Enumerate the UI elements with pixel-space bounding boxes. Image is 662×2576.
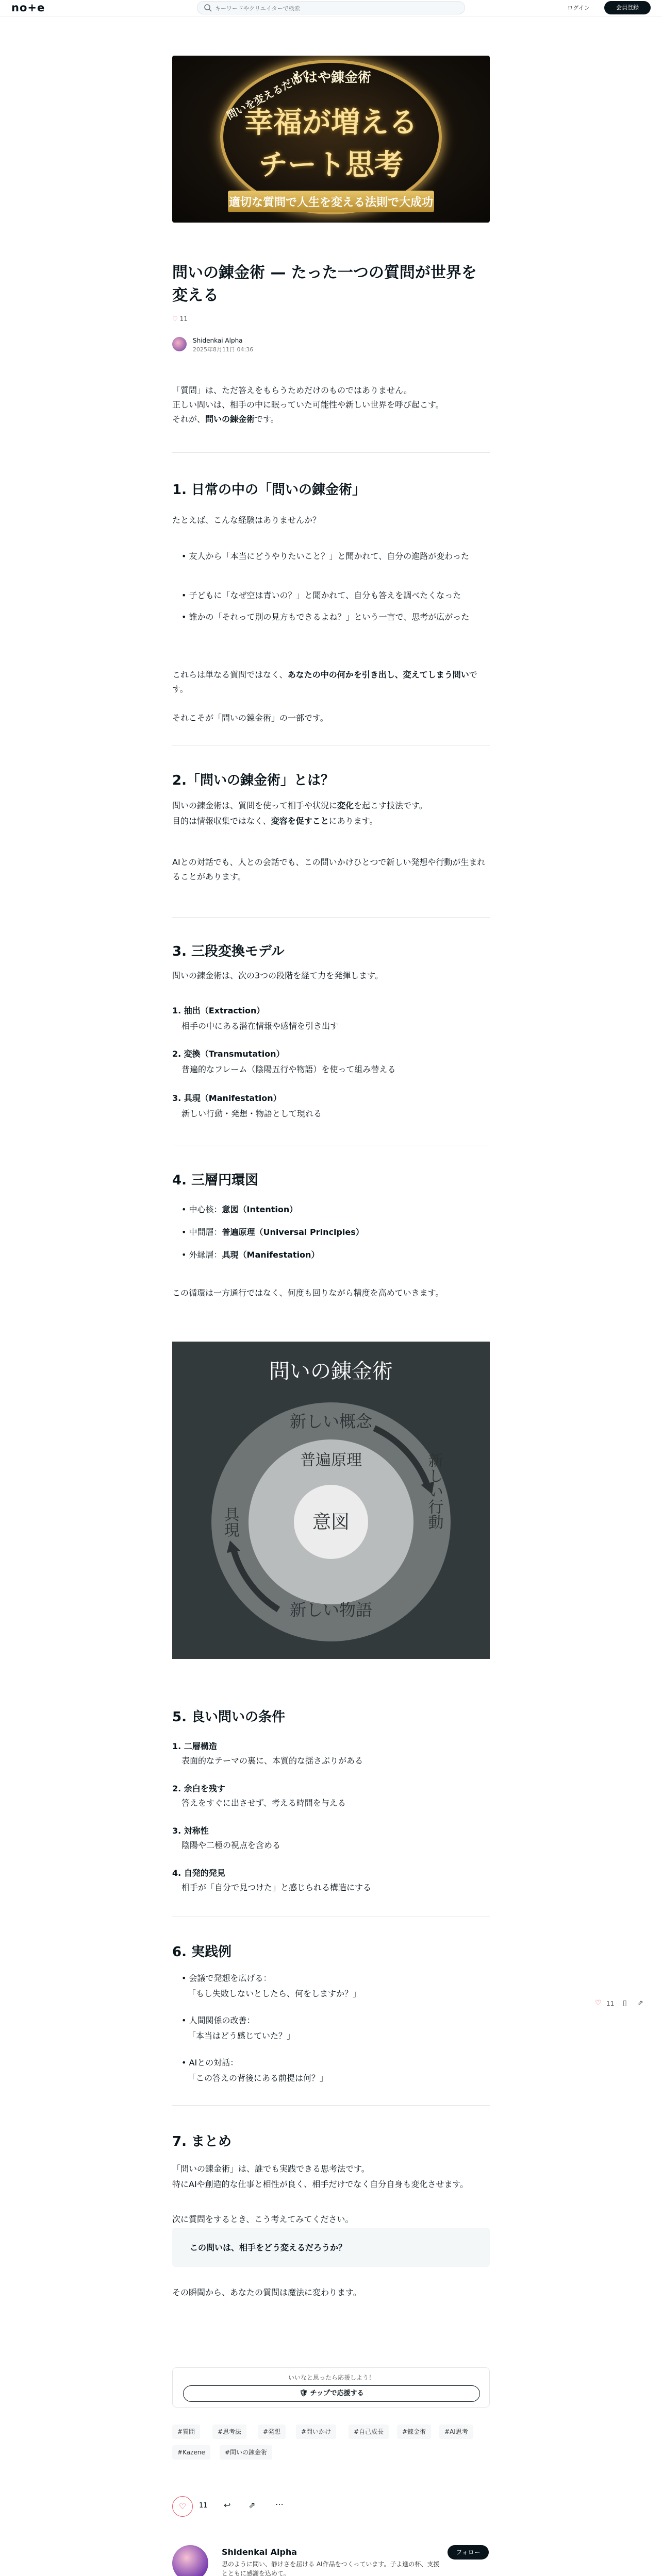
summary-line-2: 特にAIや創造的な仕事と相性が良く、相手だけでなく自分自身も変化させます。 — [172, 2179, 469, 2189]
section-2-para-2: 目的は情報収集ではなく、変容を促すことにあります。 — [172, 816, 378, 826]
three-layer-diagram — [172, 1342, 490, 1659]
diagram-circles — [172, 1342, 490, 1659]
label-middle: 普遍原理 — [300, 1451, 362, 1469]
tip-button[interactable]: 🛡 チップで応援する — [183, 2385, 480, 2402]
top-bar — [0, 0, 662, 16]
section-2-para-3: AIとの対話でも、人との会話でも、この問いかけひとつで新しい発想や行動が生まれることがあります。 — [172, 857, 486, 882]
label-outer-top: 新しい概念 — [289, 1412, 373, 1431]
list-item: • 人間関係の改善： — [181, 2015, 255, 2025]
divider — [172, 452, 490, 453]
creator-card — [172, 2545, 490, 2576]
label-center: 意図 — [312, 1512, 350, 1533]
hashtag[interactable]: #発想 — [258, 2425, 286, 2439]
support-box — [172, 2367, 490, 2408]
action-bar — [172, 2496, 490, 2517]
side-like-count: 11 — [606, 2000, 615, 2007]
search-input[interactable] — [215, 3, 457, 13]
share-icon[interactable]: ⇗ — [249, 2500, 256, 2510]
note-logo[interactable]: no+e — [11, 2, 45, 14]
section-7-heading: 7. まとめ — [172, 2134, 232, 2149]
creator-name[interactable]: Shidenkai Alpha — [222, 2547, 297, 2557]
condition-4-body: 相手が「自分で見つけた」と感じられる構造にする — [181, 1883, 372, 1892]
floating-actions — [595, 1999, 657, 2011]
publish-date: 2025年8月11日 04:36 — [193, 346, 254, 353]
step-1-head: 1. 抽出（Extraction） — [172, 1006, 265, 1015]
section-2-heading: 2.「問いの錬金術」とは？ — [172, 773, 334, 788]
signup-button[interactable]: 会員登録 — [604, 1, 651, 14]
reply-icon[interactable]: ↩ — [224, 2500, 231, 2510]
condition-3-head: 3. 対称性 — [172, 1826, 209, 1836]
summary-line-3: 次に質問をするとき、こう考えてみてください。 — [172, 2214, 354, 2224]
hashtag[interactable]: #質問 — [172, 2425, 200, 2439]
section-3-heading: 3. 三段変換モデル — [172, 944, 285, 959]
bookmark-icon[interactable]: ▯ — [623, 1999, 627, 2007]
condition-1-head: 1. 二層構造 — [172, 1741, 217, 1751]
step-3-body: 新しい行動・発想・物語として現れる — [181, 1109, 322, 1118]
creator-avatar[interactable] — [172, 2545, 208, 2576]
label-outer-left: 具現 — [221, 1506, 239, 1537]
list-item: • 中心核：意図（Intention） — [181, 1205, 298, 1214]
list-item: • 誰かの「それって別の見方もできるよね？」という一言で、思考が広がった — [181, 612, 470, 622]
condition-1-body: 表面的なテーマの裏に、本質的な揺さぶりがある — [181, 1756, 363, 1766]
example-2-body: 「本当はどう感じていた？」 — [188, 2031, 295, 2041]
article-title: 問いの錬金術 — たった一つの質問が世界を変える — [172, 264, 477, 304]
section-1-lead: たとえば、こんな経験はありませんか？ — [172, 515, 321, 525]
search-icon — [204, 4, 212, 12]
hashtag[interactable]: #Kazene — [172, 2445, 210, 2460]
list-item: • 友人から「本当にどうやりたいこと？」と聞かれて、自分の進路が変わった — [181, 551, 470, 561]
step-3-head: 3. 具現（Manifestation） — [172, 1093, 282, 1103]
label-outer-bottom: 新しい物語 — [289, 1600, 373, 1620]
condition-2-head: 2. 余白を残す — [172, 1784, 225, 1793]
heart-icon: ♡ — [172, 315, 178, 323]
creator-bio: 思のように問い、静けさを届ける AI作品をつくっています。子よ進の杯、支援とともに感謝を込めて。 — [222, 2561, 440, 2576]
hashtag[interactable]: #自己成長 — [349, 2425, 389, 2439]
support-question: いいなと思ったら応援しよう！ — [288, 2374, 375, 2381]
intro-line-2: 正しい問いは、相手の中に眠っていた可能性や新しい世界を呼び起こす。 — [172, 400, 444, 410]
list-item: • 子どもに「なぜ空は青いの？」と聞かれて、自分も答えを調べたくなった — [181, 590, 461, 600]
section-1-para-1: これらは単なる質問ではなく、あなたの中の何かを引き出し、変えてしまう問いです。 — [172, 670, 477, 694]
divider — [172, 2105, 490, 2106]
divider — [172, 917, 490, 918]
likes-count: 11 — [179, 315, 188, 323]
heart-icon: ♡ — [178, 2501, 187, 2511]
tip-icon: 🛡 — [299, 2389, 308, 2397]
author-name[interactable]: Shidenkai Alpha — [193, 337, 243, 344]
like-count: 11 — [199, 2502, 208, 2510]
hero-image — [172, 56, 490, 223]
share-icon[interactable]: ⇗ — [637, 1999, 643, 2007]
example-3-body: 「この答えの背後にある前提は何？」 — [188, 2073, 328, 2083]
section-4-para: この循環は一方通行ではなく、何度も回りながら精度を高めていきます。 — [172, 1288, 444, 1298]
intro-line-1: 「質問」は、ただ答えをもらうためだけのものではありません。 — [172, 385, 412, 395]
section-5-heading: 5. 良い問いの条件 — [172, 1709, 286, 1725]
condition-3-body: 陰陽や二極の視点を含める — [181, 1840, 281, 1850]
avatar[interactable] — [172, 337, 187, 351]
condition-2-body: 答えをすぐに出させず、考える時間を与える — [181, 1798, 346, 1808]
list-item: • 外縁層：具現（Manifestation） — [181, 1250, 320, 1260]
hashtag[interactable]: #問いかけ — [296, 2425, 336, 2439]
step-1-body: 相手の中にある潜在情報や感情を引き出す — [181, 1021, 339, 1031]
section-2-para-1: 問いの錬金術は、質問を使って相手や状況に変化を起こす技法です。 — [172, 801, 427, 810]
example-1-body: 「もし失敗しないとしたら、何をしますか？」 — [188, 1989, 361, 1998]
section-3-lead: 問いの錬金術は、次の3つの段階を経て力を発揮します。 — [172, 971, 383, 980]
intro-line-3: それが、問いの錬金術です。 — [172, 414, 279, 424]
hero-arc-text: 問いを変えるだけで — [224, 67, 312, 122]
section-1-heading: 1. 日常の中の「問いの錬金術」 — [172, 482, 366, 498]
hashtag[interactable]: #問いの錬金術 — [220, 2445, 272, 2460]
callout-text: この問いは、相手をどう変えるだろうか？ — [190, 2243, 347, 2252]
hero-headline-2: チート思考 — [259, 148, 403, 182]
section-4-heading: 4. 三層円環図 — [172, 1173, 259, 1188]
login-button[interactable]: ログイン — [567, 5, 590, 11]
hero-top-text: もはや錬金術 — [290, 70, 371, 86]
question-callout — [172, 2228, 490, 2267]
heart-icon[interactable]: ♡ — [595, 1999, 602, 2007]
like-button[interactable] — [172, 2496, 193, 2517]
label-outer-right: 新しい行動 — [425, 1452, 443, 1530]
step-2-head: 2. 変換（Transmutation） — [172, 1049, 285, 1059]
section-6-heading: 6. 実践例 — [172, 1944, 232, 1960]
list-item: • 中間層：普遍原理（Universal Principles） — [181, 1227, 364, 1237]
hero-headline-1: 幸福が増える — [244, 106, 418, 140]
summary-line-4: その瞬間から、あなたの質問は魔法に変わります。 — [172, 2287, 361, 2297]
hashtag[interactable]: #AI思考 — [439, 2425, 473, 2439]
step-2-body: 普遍的なフレーム（陰陽五行や物語）を使って組み替える — [181, 1064, 396, 1074]
hashtag[interactable]: #錬金術 — [397, 2425, 431, 2439]
list-item: • AIとの対話： — [181, 2058, 239, 2067]
summary-line-1: 「問いの錬金術」は、誰でも実践できる思考法です。 — [172, 2164, 370, 2174]
likes-counter-top[interactable] — [172, 315, 188, 323]
follow-button[interactable]: フォロー — [448, 2545, 489, 2560]
section-1-para-2: それこそが「問いの錬金術」の一部です。 — [172, 713, 328, 723]
hero-band-text: 適切な質問で人生を変える法則で大成功 — [228, 196, 433, 209]
diagram-title: 問いの錬金術 — [269, 1360, 393, 1383]
search-box[interactable] — [197, 1, 465, 14]
hashtag[interactable]: #思考法 — [212, 2425, 246, 2439]
list-item: • 会議で発想を広げる： — [181, 1973, 272, 1983]
more-icon[interactable]: ⋯ — [275, 2499, 284, 2509]
condition-4-head: 4. 自発的発見 — [172, 1868, 225, 1878]
